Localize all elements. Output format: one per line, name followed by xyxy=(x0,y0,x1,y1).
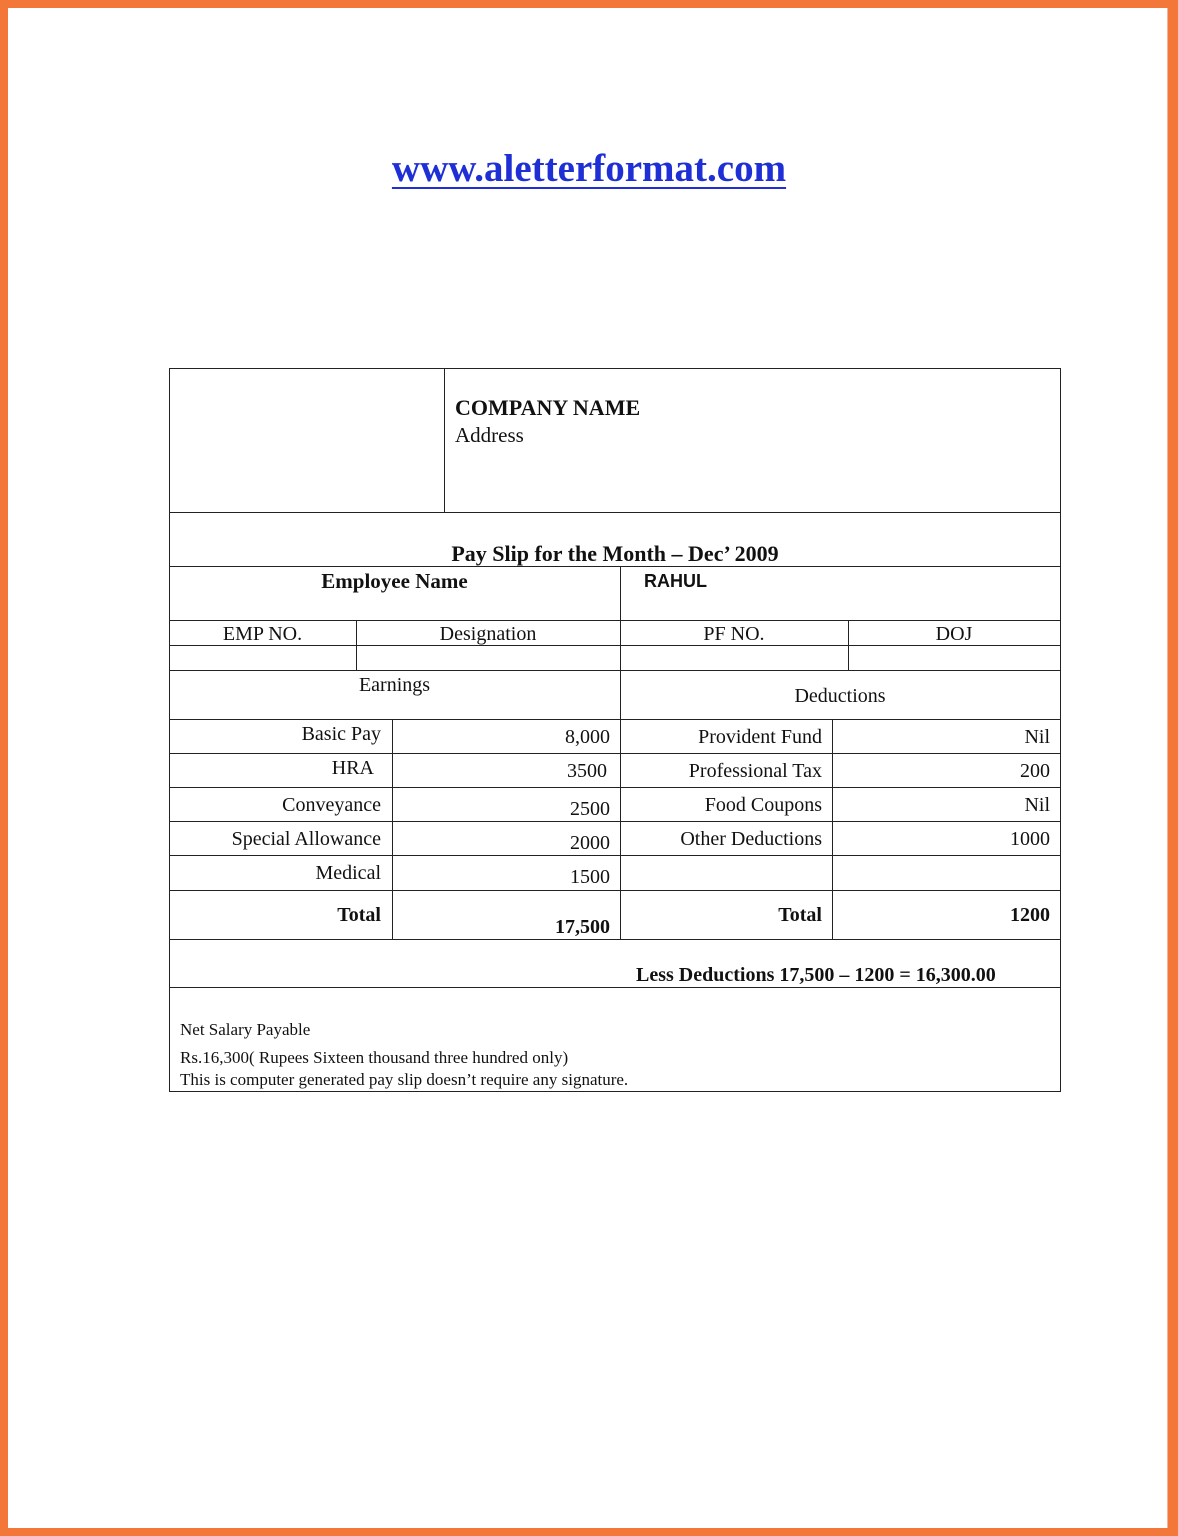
pay-slip-table xyxy=(169,368,1061,1092)
net-salary-label: Net Salary Payable xyxy=(180,1020,311,1039)
earning-label: HRA xyxy=(331,757,374,779)
rule-total-bottom xyxy=(169,939,1061,940)
deduction-value: 1000 xyxy=(1010,828,1050,850)
website-link[interactable]: www.aletterformat.com xyxy=(391,147,787,190)
rule-row-4 xyxy=(169,855,1061,856)
doj-header: DOJ xyxy=(935,623,973,645)
rule-section-header-bottom xyxy=(169,719,1061,720)
rule-row-2 xyxy=(169,787,1061,788)
earning-label: Conveyance xyxy=(282,794,381,816)
deduction-label: Food Coupons xyxy=(704,794,822,816)
earning-value: 2500 xyxy=(570,798,610,820)
earning-value: 8,000 xyxy=(565,726,610,748)
deductions-header: Deductions xyxy=(794,685,886,707)
rule-row-1 xyxy=(169,753,1061,754)
rule-logo-divider xyxy=(444,368,445,512)
deduction-label: Provident Fund xyxy=(698,726,822,748)
signature-note: This is computer generated pay slip doesn’t require any signature. xyxy=(180,1070,629,1089)
company-name: COMPANY NAME xyxy=(455,395,641,420)
deductions-total-value: 1200 xyxy=(1010,904,1050,926)
emp-no-header: EMP NO. xyxy=(222,623,303,645)
rule-top xyxy=(169,368,1061,369)
rule-right xyxy=(1060,368,1061,1092)
rule-bottom xyxy=(169,1091,1061,1092)
earning-value: 1500 xyxy=(570,866,610,888)
deduction-value: Nil xyxy=(1024,794,1050,816)
pay-slip-title: Pay Slip for the Month – Dec’ 2009 xyxy=(451,541,779,566)
deductions-total-label: Total xyxy=(778,904,822,926)
less-deductions-line: Less Deductions 17,500 – 1200 = 16,300.00 xyxy=(636,964,996,986)
deduction-value: Nil xyxy=(1024,726,1050,748)
earnings-total-label: Total xyxy=(337,904,381,926)
rule-header-bottom xyxy=(169,512,1061,513)
deduction-label: Other Deductions xyxy=(680,828,822,850)
net-salary-amount-words: Rs.16,300( Rupees Sixteen thousand three hundred only) xyxy=(180,1048,569,1067)
pf-no-header: PF NO. xyxy=(703,623,765,645)
deduction-label: Professional Tax xyxy=(688,760,822,782)
earnings-total-value: 17,500 xyxy=(555,916,610,938)
designation-header: Designation xyxy=(439,623,537,645)
rule-center-divider xyxy=(620,566,621,940)
rule-row-3 xyxy=(169,821,1061,822)
employee-name-label: Employee Name xyxy=(321,569,468,593)
earning-label: Special Allowance xyxy=(231,828,381,850)
earning-value: 3500 xyxy=(567,760,607,782)
employee-name-value: RAHUL xyxy=(644,571,707,591)
earning-label: Medical xyxy=(315,862,381,884)
rule-row-5 xyxy=(169,890,1061,891)
deduction-value: 200 xyxy=(1020,760,1050,782)
rule-less-bottom xyxy=(169,987,1061,988)
rule-title-bottom xyxy=(169,566,1061,567)
rule-employee-bottom xyxy=(169,620,1061,621)
earning-label: Basic Pay xyxy=(301,723,381,745)
company-address: Address xyxy=(455,423,524,447)
earnings-header: Earnings xyxy=(358,674,431,696)
rule-info-header-bottom xyxy=(169,645,1061,646)
earning-value: 2000 xyxy=(570,832,610,854)
frame-inner-line xyxy=(1167,8,1168,1528)
rule-earnings-divider xyxy=(392,719,393,940)
rule-info-values-bottom xyxy=(169,670,1061,671)
